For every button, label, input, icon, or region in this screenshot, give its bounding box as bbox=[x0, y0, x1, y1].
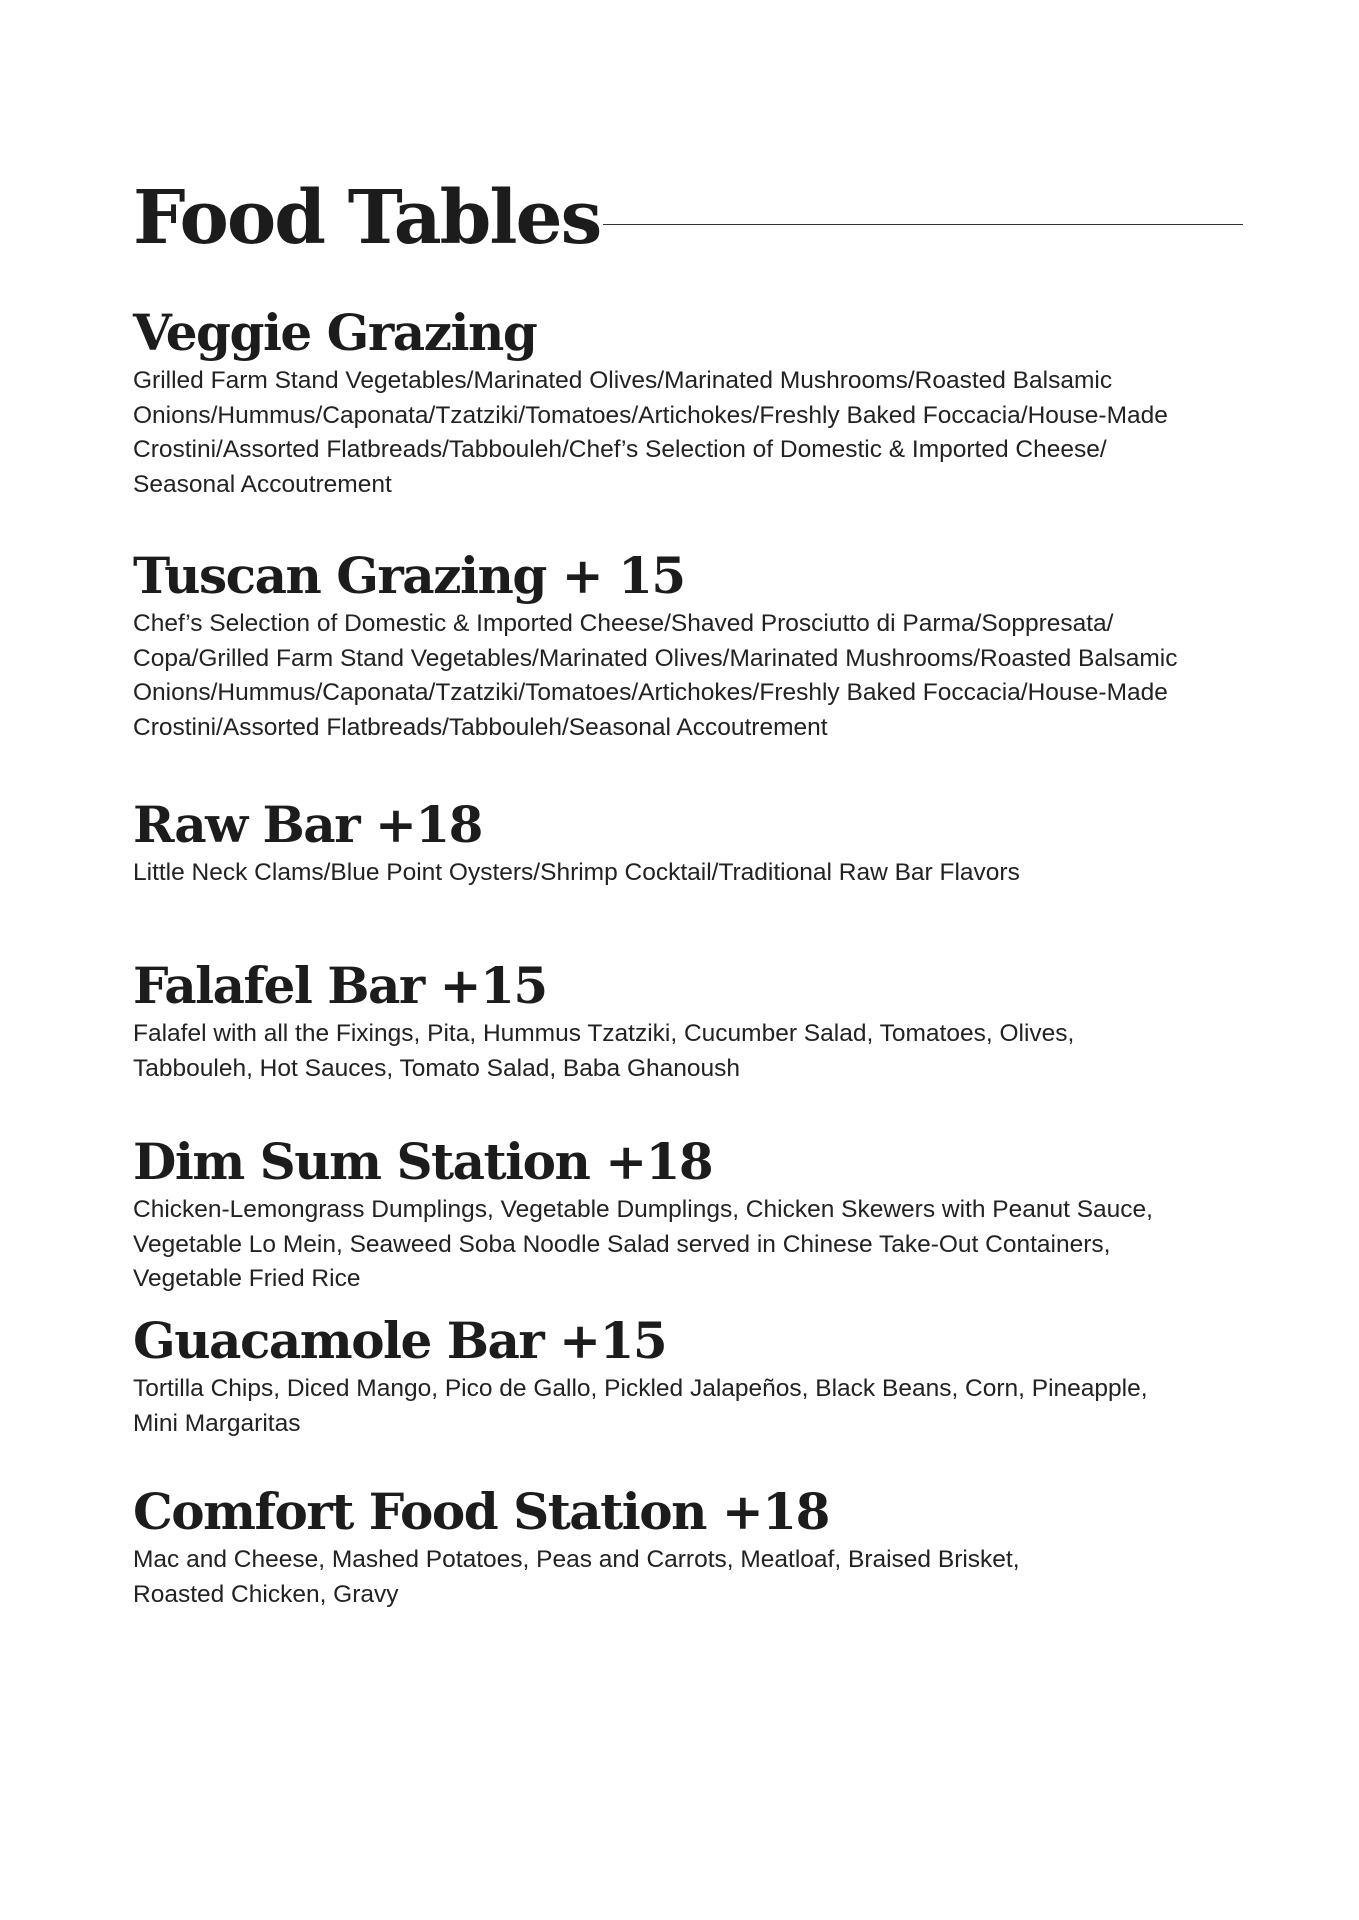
description-line: Crostini/Assorted Flatbreads/Tabbouleh/Chef’s Selection of Domestic & Imported Cheese/ bbox=[133, 436, 1107, 463]
description-line: Chicken-Lemongrass Dumplings, Vegetable Dumplings, Chicken Skewers with Peanut Sauce, bbox=[133, 1196, 1153, 1223]
section-description bbox=[133, 1193, 1243, 1297]
description-line: Vegetable Lo Mein, Seaweed Soba Noodle Salad served in Chinese Take-Out Containers, bbox=[133, 1230, 1111, 1258]
description-line: Vegetable Fried Rice bbox=[133, 1265, 361, 1292]
description-line: Little Neck Clams/Blue Point Oysters/Shrimp Cocktail/Traditional Raw Bar Flavors bbox=[133, 859, 1020, 886]
section-tuscan-grazing bbox=[133, 545, 1243, 745]
section-description bbox=[133, 856, 1243, 891]
section-heading: Falafel Bar +15 bbox=[133, 956, 547, 1015]
description-line: Crostini/Assorted Flatbreads/Tabbouleh/Seasonal Accoutrement bbox=[133, 713, 828, 741]
title-row bbox=[133, 168, 1243, 268]
description-line: Falafel with all the Fixings, Pita, Hummus Tzatziki, Cucumber Salad, Tomatoes, Olives, bbox=[133, 1020, 1075, 1047]
description-line: Chef’s Selection of Domestic & Imported Cheese/Shaved Prosciutto di Parma/Soppresata/ bbox=[133, 610, 1114, 637]
description-line: Mini Margaritas bbox=[133, 1409, 301, 1437]
section-falafel-bar bbox=[133, 955, 1243, 1086]
description-line: Mac and Cheese, Mashed Potatoes, Peas and Carrots, Meatloaf, Braised Brisket, bbox=[133, 1546, 1020, 1573]
description-line: Roasted Chicken, Gravy bbox=[133, 1580, 399, 1608]
section-veggie-grazing bbox=[133, 302, 1243, 502]
description-line: Onions/Hummus/Caponata/Tzatziki/Tomatoes/Artichokes/Freshly Baked Foccacia/House-Made bbox=[133, 679, 1168, 706]
section-heading: Raw Bar +18 bbox=[133, 795, 482, 854]
section-heading: Comfort Food Station +18 bbox=[133, 1482, 829, 1541]
section-description bbox=[133, 607, 1243, 745]
section-dim-sum-station bbox=[133, 1131, 1243, 1297]
section-heading: Veggie Grazing bbox=[133, 303, 537, 362]
section-guacamole-bar bbox=[133, 1310, 1243, 1441]
section-heading: Guacamole Bar +15 bbox=[133, 1311, 667, 1370]
section-heading: Tuscan Grazing + 15 bbox=[133, 546, 685, 605]
section-description bbox=[133, 1017, 1243, 1086]
page-title: Food Tables bbox=[133, 175, 601, 261]
description-line: Copa/Grilled Farm Stand Vegetables/Marinated Olives/Marinated Mushrooms/Roasted Balsamic bbox=[133, 644, 1178, 672]
description-line: Tabbouleh, Hot Sauces, Tomato Salad, Baba Ghanoush bbox=[133, 1054, 741, 1082]
section-description bbox=[133, 1372, 1243, 1441]
section-heading: Dim Sum Station +18 bbox=[133, 1132, 713, 1191]
description-line: Grilled Farm Stand Vegetables/Marinated Olives/Marinated Mushrooms/Roasted Balsamic bbox=[133, 367, 1113, 394]
section-comfort-food-station bbox=[133, 1481, 1243, 1612]
title-divider bbox=[603, 224, 1243, 225]
section-description bbox=[133, 1543, 1243, 1612]
description-line: Tortilla Chips, Diced Mango, Pico de Gallo, Pickled Jalapeños, Black Beans, Corn, Pineapple, bbox=[133, 1375, 1148, 1402]
description-line: Seasonal Accoutrement bbox=[133, 470, 392, 498]
description-line: Onions/Hummus/Caponata/Tzatziki/Tomatoes/Artichokes/Freshly Baked Foccacia/House-Made bbox=[133, 401, 1168, 429]
section-description bbox=[133, 364, 1243, 502]
section-raw-bar bbox=[133, 794, 1243, 891]
